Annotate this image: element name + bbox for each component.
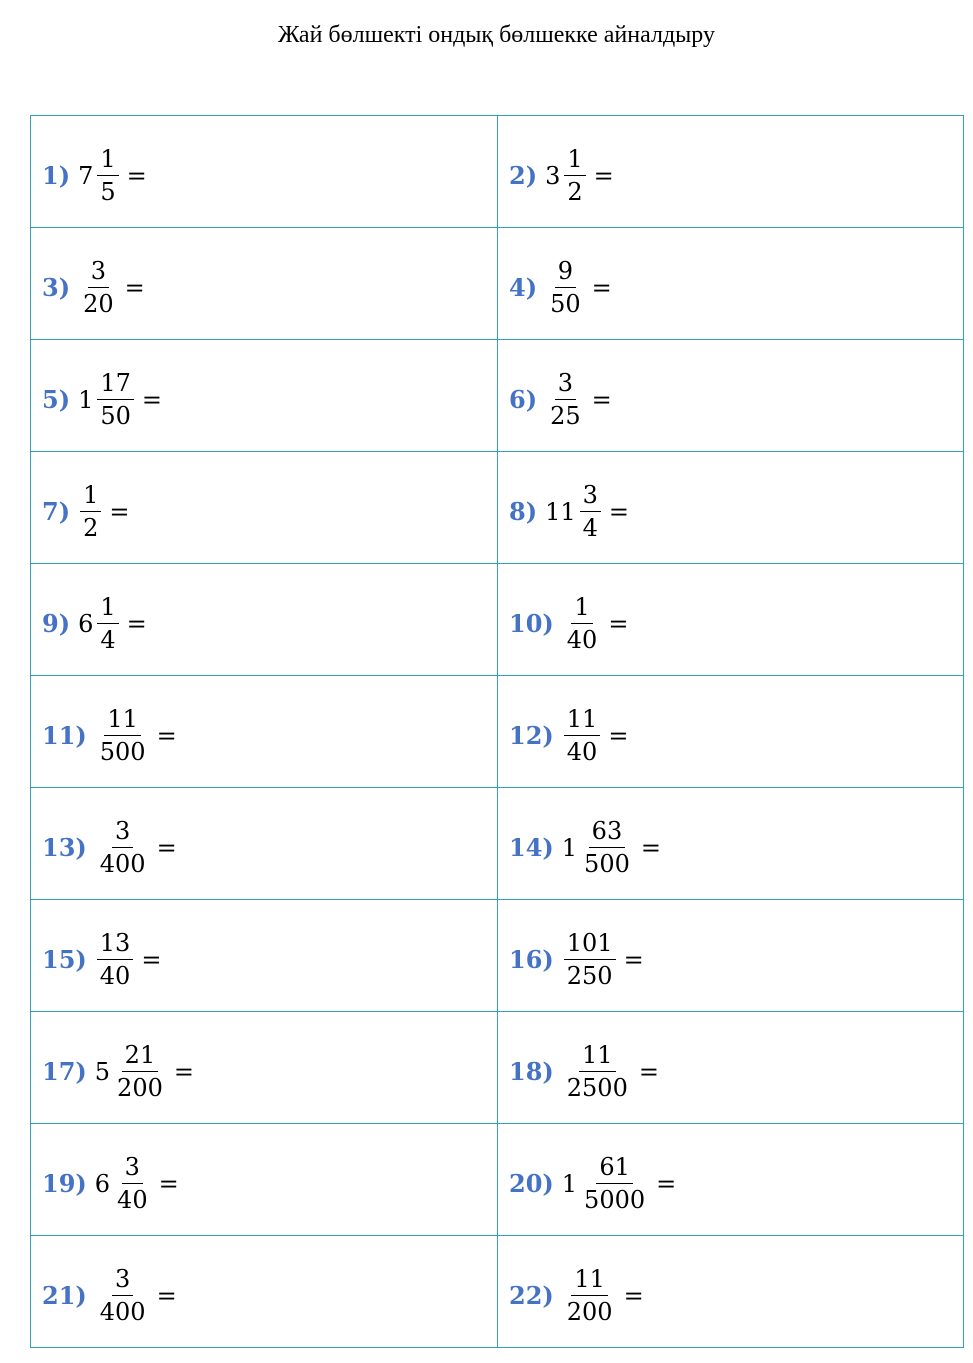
whole-part: 3 [545, 161, 561, 190]
exercise [42, 707, 177, 764]
fraction [97, 147, 118, 204]
exercise [42, 483, 129, 540]
denominator: 50 [550, 290, 581, 318]
numerator: 1 [80, 483, 101, 512]
exercise-number: 18) [509, 1057, 554, 1086]
denominator: 400 [99, 1298, 146, 1326]
exercise-number: 4) [509, 273, 538, 302]
fraction [564, 147, 585, 204]
table-row [31, 1012, 964, 1124]
exercise [509, 931, 644, 988]
table-row [31, 228, 964, 340]
exercise-number: 6) [509, 385, 538, 414]
exercise [42, 931, 161, 988]
exercise-cell [498, 676, 964, 788]
denominator: 200 [117, 1074, 163, 1102]
equals-sign: = [608, 721, 629, 750]
denominator: 5000 [584, 1186, 646, 1214]
table-row [31, 900, 964, 1012]
exercise [509, 707, 628, 764]
exercise-number: 11) [42, 721, 87, 750]
numerator: 1 [571, 595, 592, 624]
exercise [509, 259, 612, 316]
exercise-cell [498, 900, 964, 1012]
exercise-cell [31, 676, 498, 788]
exercise [509, 371, 612, 428]
denominator: 40 [566, 738, 598, 766]
exercise-number: 14) [509, 833, 554, 862]
equals-sign: = [640, 833, 661, 862]
fraction [114, 1155, 151, 1212]
fraction [564, 931, 616, 988]
fraction [97, 819, 149, 876]
denominator: 500 [584, 850, 630, 878]
fraction [80, 259, 117, 316]
numerator: 1 [97, 595, 118, 624]
table-row [31, 1124, 964, 1236]
fraction [80, 483, 101, 540]
fraction [114, 1043, 166, 1100]
equals-sign: = [608, 497, 629, 526]
table-row [31, 788, 964, 900]
fraction [564, 1267, 616, 1324]
exercise-number: 5) [42, 385, 71, 414]
equals-sign: = [591, 273, 612, 302]
exercise-cell [31, 228, 498, 340]
exercise-cell [498, 452, 964, 564]
exercise-number: 22) [509, 1281, 554, 1310]
denominator: 40 [99, 962, 131, 990]
denominator: 2 [83, 514, 99, 542]
exercise-cell [498, 228, 964, 340]
denominator: 2 [567, 178, 583, 206]
numerator: 101 [564, 931, 616, 960]
exercise [509, 1267, 644, 1324]
exercise-number: 21) [42, 1281, 87, 1310]
exercise [42, 147, 147, 204]
equals-sign: = [124, 273, 145, 302]
denominator: 40 [117, 1186, 148, 1214]
numerator: 63 [589, 819, 626, 848]
exercise-cell [31, 1012, 498, 1124]
exercise-number: 3) [42, 273, 71, 302]
fraction [564, 707, 601, 764]
exercise-cell [31, 1124, 498, 1236]
exercise [42, 595, 147, 652]
numerator: 21 [122, 1043, 159, 1072]
exercise-number: 1) [42, 161, 71, 190]
exercise-cell [498, 1236, 964, 1348]
fraction [580, 483, 601, 540]
equals-sign: = [109, 497, 130, 526]
exercise-number: 2) [509, 161, 538, 190]
denominator: 250 [566, 962, 613, 990]
numerator: 11 [571, 1267, 608, 1296]
exercise-number: 15) [42, 945, 87, 974]
exercise-number: 20) [509, 1169, 554, 1198]
exercise-cell [498, 788, 964, 900]
exercise [42, 1155, 179, 1212]
numerator: 1 [97, 147, 118, 176]
whole-part: 6 [94, 1169, 111, 1198]
exercise [509, 595, 628, 652]
whole-part: 6 [78, 609, 94, 638]
equals-sign: = [158, 1169, 179, 1198]
equals-sign: = [126, 161, 147, 190]
whole-part: 5 [94, 1057, 111, 1086]
numerator: 13 [97, 931, 134, 960]
denominator: 5 [100, 178, 116, 206]
exercise-cell [498, 1124, 964, 1236]
numerator: 11 [564, 707, 601, 736]
equals-sign: = [638, 1057, 659, 1086]
fraction [97, 595, 118, 652]
exercise [509, 147, 614, 204]
exercise [509, 1043, 659, 1100]
exercise-number: 19) [42, 1169, 87, 1198]
equals-sign: = [656, 1169, 677, 1198]
equals-sign: = [173, 1057, 194, 1086]
numerator: 61 [596, 1155, 633, 1184]
numerator: 3 [112, 819, 133, 848]
denominator: 4 [100, 626, 116, 654]
exercise-cell [498, 116, 964, 228]
whole-part: 1 [561, 833, 578, 862]
numerator: 11 [104, 707, 141, 736]
equals-sign: = [623, 1281, 644, 1310]
equals-sign: = [156, 721, 177, 750]
fraction [97, 1267, 149, 1324]
fraction [564, 1043, 631, 1100]
exercise [509, 819, 661, 876]
exercise-cell [498, 1012, 964, 1124]
table-row [31, 452, 964, 564]
exercise-number: 16) [509, 945, 554, 974]
denominator: 40 [566, 626, 598, 654]
table-row [31, 564, 964, 676]
equals-sign: = [591, 385, 612, 414]
exercise-table [30, 115, 964, 1348]
table-row [31, 676, 964, 788]
equals-sign: = [156, 1281, 177, 1310]
numerator: 11 [579, 1043, 616, 1072]
exercise-cell [498, 564, 964, 676]
exercise-cell [31, 564, 498, 676]
numerator: 3 [555, 371, 576, 400]
exercise [509, 1155, 676, 1212]
whole-part: 11 [545, 497, 576, 526]
exercise-number: 7) [42, 497, 71, 526]
numerator: 9 [555, 259, 576, 288]
numerator: 3 [112, 1267, 133, 1296]
exercise-cell [31, 788, 498, 900]
exercise-number: 10) [509, 609, 554, 638]
table-row [31, 1236, 964, 1348]
fraction [97, 371, 134, 428]
exercise [42, 819, 177, 876]
exercise [42, 1043, 194, 1100]
denominator: 50 [100, 402, 131, 430]
fraction [547, 259, 584, 316]
table-row [31, 340, 964, 452]
equals-sign: = [623, 945, 644, 974]
fraction [564, 595, 601, 652]
whole-part: 1 [78, 385, 94, 414]
equals-sign: = [608, 609, 629, 638]
fraction [581, 819, 633, 876]
numerator: 1 [564, 147, 585, 176]
exercise-number: 17) [42, 1057, 87, 1086]
denominator: 20 [83, 290, 114, 318]
numerator: 3 [88, 259, 109, 288]
denominator: 25 [550, 402, 581, 430]
exercise [42, 1267, 177, 1324]
exercise [509, 483, 629, 540]
page-title: Жай бөлшекті ондық бөлшекке айналдыру [278, 22, 715, 48]
exercise-cell [31, 340, 498, 452]
denominator: 4 [582, 514, 598, 542]
whole-part: 1 [561, 1169, 578, 1198]
whole-part: 7 [78, 161, 94, 190]
equals-sign: = [126, 609, 147, 638]
exercise-number: 13) [42, 833, 87, 862]
fraction [97, 707, 149, 764]
denominator: 2500 [566, 1074, 628, 1102]
numerator: 3 [122, 1155, 143, 1184]
denominator: 500 [99, 738, 146, 766]
numerator: 17 [97, 371, 134, 400]
denominator: 400 [99, 850, 146, 878]
fraction [581, 1155, 648, 1212]
denominator: 200 [566, 1298, 613, 1326]
exercise-number: 8) [509, 497, 538, 526]
table-row [31, 116, 964, 228]
exercise-number: 9) [42, 609, 71, 638]
fraction [97, 931, 134, 988]
exercise-cell [31, 900, 498, 1012]
fraction [547, 371, 584, 428]
exercise-cell [31, 116, 498, 228]
exercise [42, 259, 145, 316]
equals-sign: = [141, 385, 162, 414]
equals-sign: = [141, 945, 162, 974]
exercise-cell [31, 452, 498, 564]
exercise-number: 12) [509, 721, 554, 750]
exercise-cell [498, 340, 964, 452]
exercise-cell [31, 1236, 498, 1348]
equals-sign: = [156, 833, 177, 862]
numerator: 3 [580, 483, 601, 512]
exercise [42, 371, 162, 428]
equals-sign: = [593, 161, 614, 190]
